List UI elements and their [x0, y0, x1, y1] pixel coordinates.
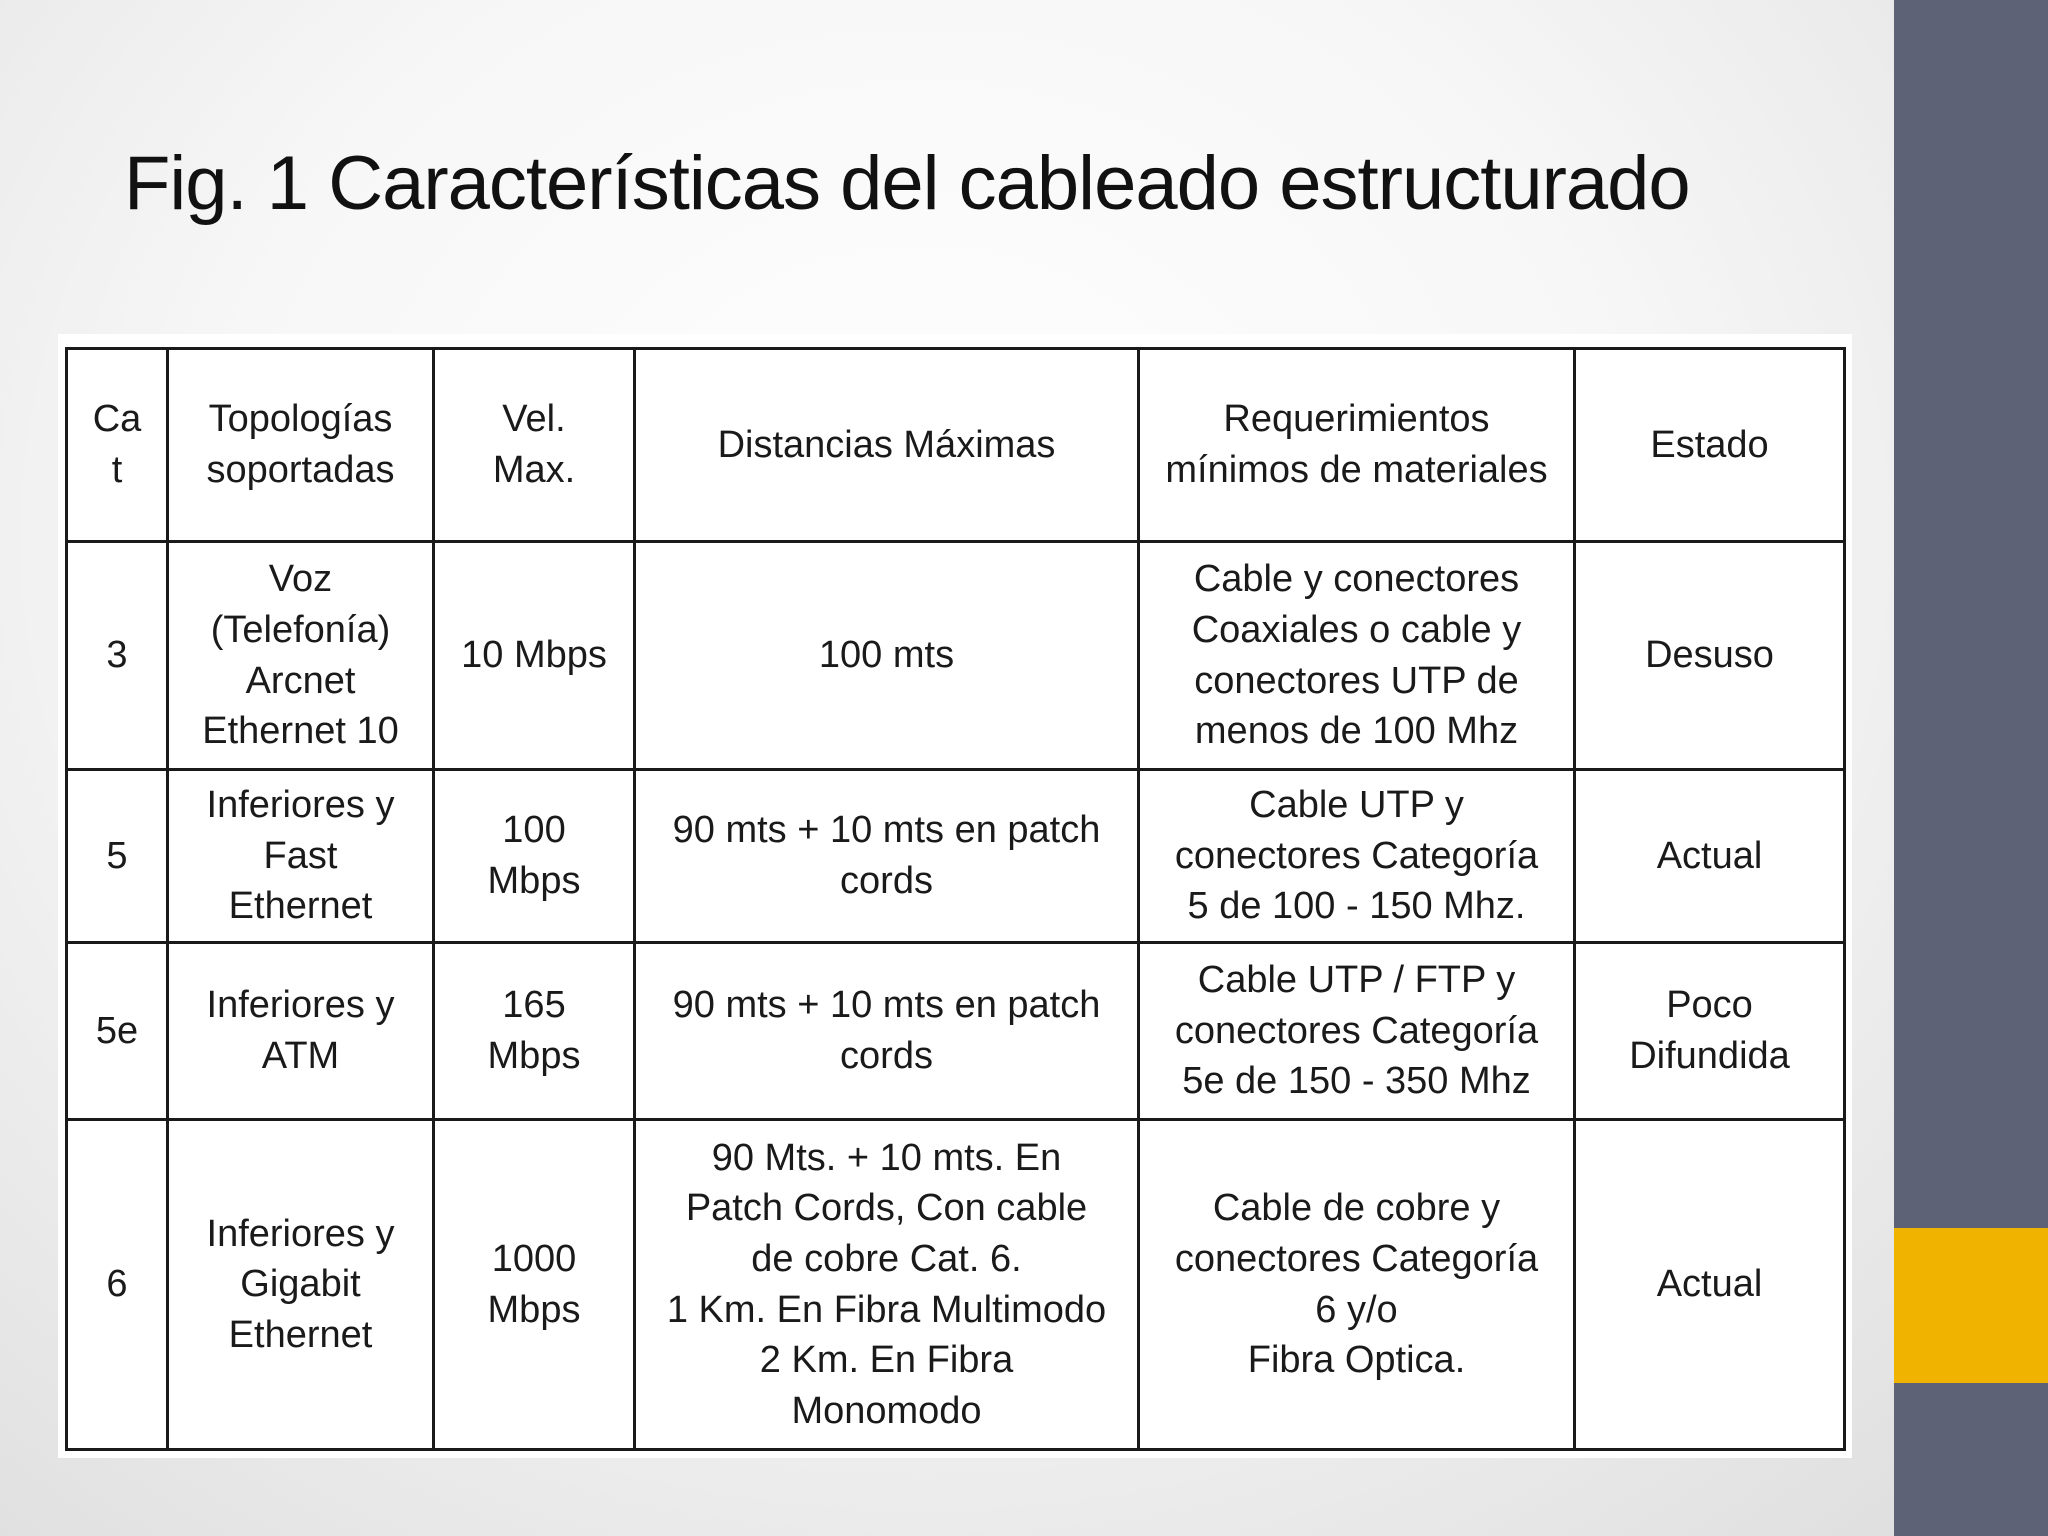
cell-estado: Desuso — [1575, 542, 1845, 770]
header-estado: Estado — [1575, 349, 1845, 542]
header-vel-max: Vel. Max. — [434, 349, 635, 542]
cell-requerimientos: Cable UTP y conectores Categoría 5 de 100 - 150 Mhz. — [1139, 770, 1575, 943]
slide-title: Fig. 1 Características del cableado estructurado — [124, 141, 1690, 226]
cell-vel: 1000 Mbps — [434, 1120, 635, 1450]
cell-distancias: 90 Mts. + 10 mts. En Patch Cords, Con cable de cobre Cat. 6. 1 Km. En Fibra Multimodo 2 Km. En Fibra Monomodo — [635, 1120, 1139, 1450]
table-row — [67, 542, 1845, 770]
cell-cat: 5 — [67, 770, 168, 943]
cell-cat: 3 — [67, 542, 168, 770]
cell-requerimientos: Cable y conectores Coaxiales o cable y conectores UTP de menos de 100 Mhz — [1139, 542, 1575, 770]
cell-requerimientos: Cable de cobre y conectores Categoría 6 y/o Fibra Optica. — [1139, 1120, 1575, 1450]
cell-topologias: Voz (Telefonía) Arcnet Ethernet 10 — [168, 542, 434, 770]
cabling-specs-table — [65, 347, 1846, 1451]
table-header-row — [67, 349, 1845, 542]
cell-distancias: 100 mts — [635, 542, 1139, 770]
table-row — [67, 943, 1845, 1120]
header-requerimientos: Requerimientos mínimos de materiales — [1139, 349, 1575, 542]
cell-vel: 165 Mbps — [434, 943, 635, 1120]
cell-cat: 5e — [67, 943, 168, 1120]
side-accent-block — [1894, 1228, 2048, 1383]
cell-cat: 6 — [67, 1120, 168, 1450]
cell-vel: 100 Mbps — [434, 770, 635, 943]
cell-topologias: Inferiores y Gigabit Ethernet — [168, 1120, 434, 1450]
cell-estado: Actual — [1575, 770, 1845, 943]
cell-vel: 10 Mbps — [434, 542, 635, 770]
cell-topologias: Inferiores y Fast Ethernet — [168, 770, 434, 943]
header-cat: Ca t — [67, 349, 168, 542]
cell-distancias: 90 mts + 10 mts en patch cords — [635, 943, 1139, 1120]
cell-distancias: 90 mts + 10 mts en patch cords — [635, 770, 1139, 943]
header-topologias: Topologías soportadas — [168, 349, 434, 542]
table-frame — [58, 334, 1852, 1458]
table-row — [67, 1120, 1845, 1450]
header-distancias: Distancias Máximas — [635, 349, 1139, 542]
cell-estado: Actual — [1575, 1120, 1845, 1450]
cell-requerimientos: Cable UTP / FTP y conectores Categoría 5e de 150 - 350 Mhz — [1139, 943, 1575, 1120]
cell-topologias: Inferiores y ATM — [168, 943, 434, 1120]
table-row — [67, 770, 1845, 943]
cell-estado: Poco Difundida — [1575, 943, 1845, 1120]
